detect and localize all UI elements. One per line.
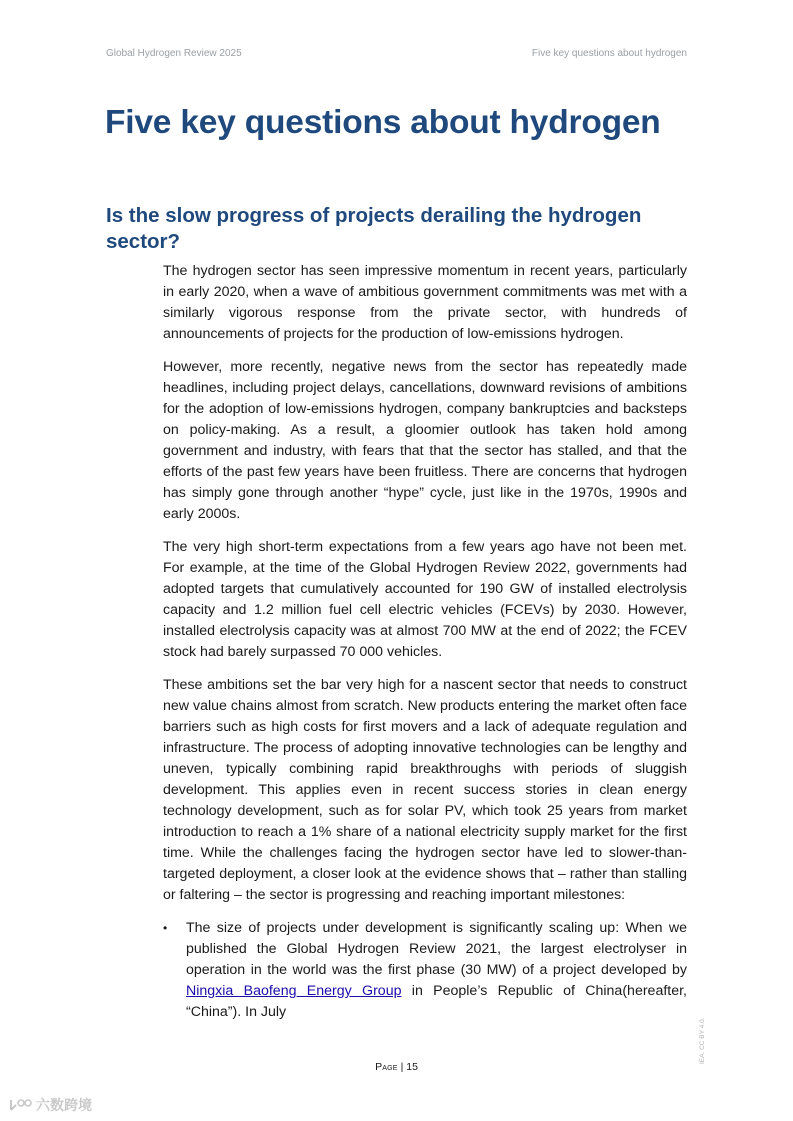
license-credit: IEA. CC BY 4.0. (699, 1017, 706, 1064)
paragraph-1: The hydrogen sector has seen impressive momentum in recent years, particularly in early 2020, when a wave of ambitious government commitments was met with a similarly vigorous response from the private sector, with hundreds of announcements of projects for the production of low-emissions hydrogen. (163, 263, 687, 342)
page-number: 15 (406, 1061, 418, 1073)
section-heading: Is the slow progress of projects derailing the hydrogen sector? (106, 204, 642, 253)
header-report-name: Global Hydrogen Review 2025 (106, 48, 242, 59)
bullet-text-before: The size of projects under development is significantly scaling up: When we published the Global Hydrogen Review 2021, the largest electrolyser in operation in the world was the first phase (30 MW) of a project developed by (186, 920, 687, 978)
watermark (8, 1095, 92, 1115)
running-header (106, 48, 687, 59)
bullet-text (186, 918, 687, 1023)
paragraph-4: These ambitions set the bar very high for a nascent sector that needs to construct new value chains almost from scratch. New products entering the market often face barriers such as high costs for first movers and a lack of adequate regulation and infrastructure. The process of adopting innovative technologies can be lengthy and uneven, typically combining rapid breakthroughs with periods of sluggish development. This applies even in recent success stories in clean energy technology development, such as for solar PV, which took 25 years from market introduction to reach a 1% share of a national electricity supply market for the first time. While the challenges facing the hydrogen sector have led to slower-than-targeted deployment, a closer look at the evidence shows that – rather than stalling or faltering – the sector is progressing and reaching important milestones: (163, 677, 687, 903)
watermark-text: 六数跨境 (36, 1097, 92, 1113)
bullet-item (163, 918, 687, 1023)
paragraph-2: However, more recently, negative news from the sector has repeatedly made headlines, including project delays, cancellations, downward revisions of ambitions for the adoption of low-emissions hydrogen, company bankruptcies and backsteps on policy-making. As a result, a gloomier outlook has taken hold among government and industry, with fears that that the sector has stalled, and that the efforts of the past few years have been fruitless. There are concerns that hydrogen has simply gone through another “hype” cycle, just like in the 1970s, 1990s and early 2000s. (163, 359, 687, 522)
paragraph-3: The very high short-term expectations from a few years ago have not been met. For example, at the time of the Global Hydrogen Review 2022, governments had adopted targets that cumulatively accounted for 190 GW of installed electrolysis capacity and 1.2 million fuel cell electric vehicles (FCEVs) by 2030. However, installed electrolysis capacity was at almost 700 MW at the end of 2022; the FCEV stock had barely surpassed 70 000 vehicles. (163, 539, 687, 660)
header-chapter-name: Five key questions about hydrogen (531, 48, 687, 59)
page-label: Page (375, 1061, 398, 1073)
bullet-icon: • (163, 921, 168, 935)
ningxia-baofeng-link[interactable]: Ningxia Baofeng Energy Group (186, 983, 402, 999)
page-separator: | (397, 1061, 407, 1073)
page-footer (0, 1061, 793, 1073)
page-title: Five key questions about hydrogen (105, 104, 661, 141)
watermark-logo-icon (8, 1097, 32, 1113)
bullet-text-after: in People’s Republic of China(hereafter, “China”). In July (186, 983, 687, 1020)
body-text (163, 261, 687, 1023)
